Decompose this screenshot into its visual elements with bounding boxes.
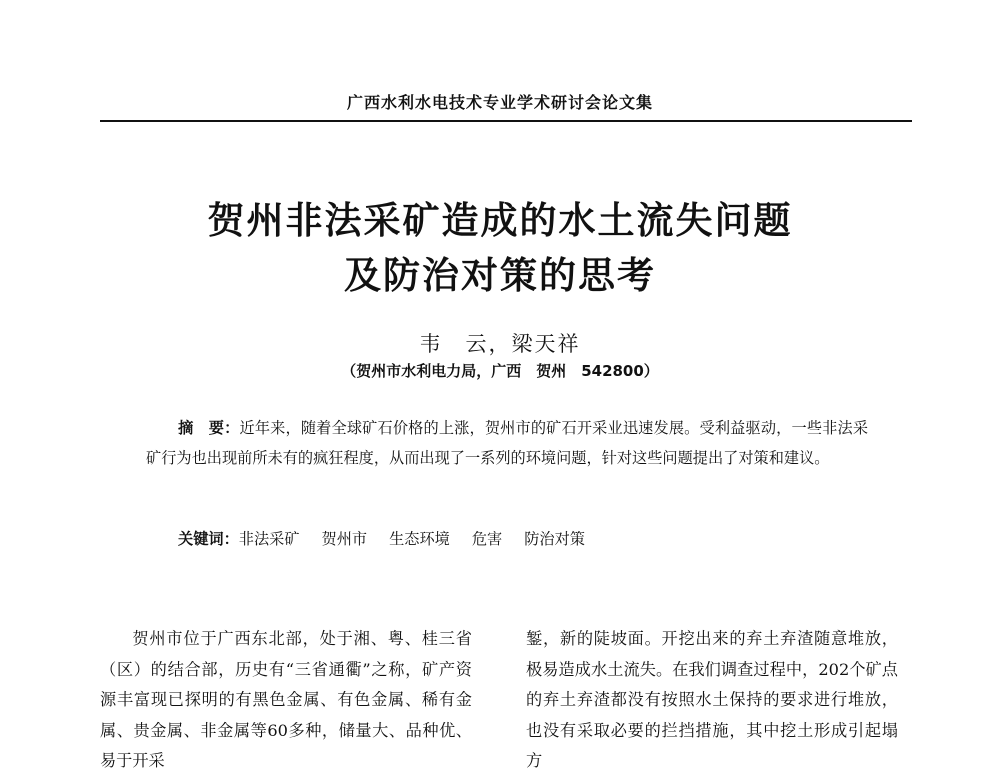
keyword: 非法采矿: [238, 530, 300, 548]
keyword: 防治对策: [524, 530, 585, 548]
body-right-column: 錾，新的陡坡面。开挖出来的弃土弃渣随意堆放，极易造成水土流失。在我们调查过程中，202个矿点的弃土弃渣都没有按照水土保持的要求进行堆放，也没有采取必要的拦挡措施，其中挖土形成引起塌方: [526, 629, 898, 771]
keywords: [178, 528, 878, 549]
abstract-label: 摘 要：: [178, 419, 240, 437]
keywords-label: 关键词：: [178, 530, 239, 548]
header-rule: [100, 120, 912, 122]
keyword: 危害: [471, 530, 503, 548]
keyword: 贺州市: [321, 530, 368, 548]
authors: 韦 云，梁天祥: [419, 332, 581, 356]
running-header: 广西水利水电技术专业学术研讨会论文集: [346, 93, 653, 112]
abstract: [146, 413, 868, 473]
paper-title-line-2: 及防治对策的思考: [344, 253, 656, 297]
keyword: 生态环境: [389, 530, 450, 548]
body-left-column: 贺州市位于广西东北部，处于湘、粤、桂三省（区）的结合部，历史有“三省通衢”之称，矿产资源丰富现已探明的有黑色金属、有色金属、稀有金属、贵金属、非金属等60多种，储量大、品种优、易于开采: [100, 629, 472, 771]
paper-title-line-1: 贺州非法采矿造成的水土流失问题: [207, 198, 793, 242]
abstract-text: 近年来，随着全球矿石价格的上涨，贺州市的矿石开采业迅速发展。受利益驱动，一些非法采矿行为也出现前所未有的疯狂程度，从而出现了一系列的环境问题，针对这些问题提出了对策和建议。: [146, 419, 869, 467]
affiliation: （贺州市水利电力局，广西 贺州 542800）: [341, 362, 659, 380]
